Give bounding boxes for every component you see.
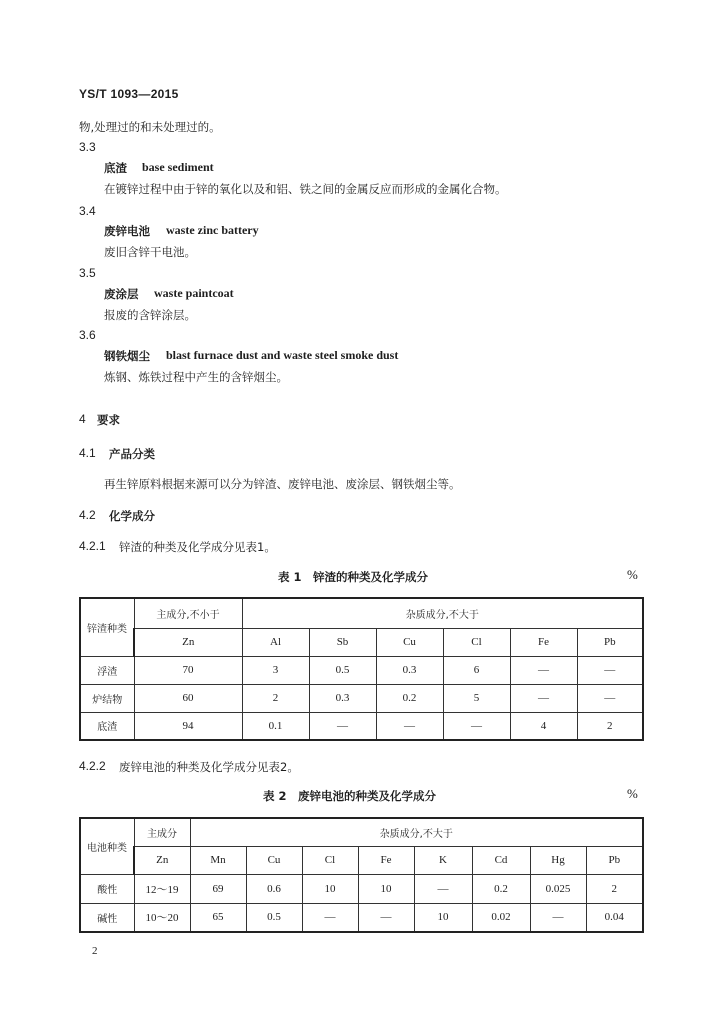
- table-cell: 4: [510, 712, 577, 740]
- table-cell: 70: [134, 656, 242, 684]
- table-cell: —: [443, 712, 510, 740]
- table-cell: —: [302, 903, 358, 932]
- column-header: Cl: [443, 628, 510, 656]
- table-cell: 0.025: [530, 874, 586, 903]
- column-header: Zn: [134, 628, 242, 656]
- table-cell: 10～20: [134, 903, 190, 932]
- table-cell: 5: [443, 684, 510, 712]
- column-header: Fe: [358, 846, 414, 874]
- intro-line: 物,处理过的和未处理过的。: [79, 120, 221, 134]
- unit-label: %: [627, 567, 638, 582]
- term-en: base sediment: [142, 160, 214, 174]
- section-number: 4.2: [79, 508, 96, 522]
- impurity-header: 杂质成分,不大于: [242, 598, 643, 628]
- term-en: waste paintcoat: [154, 286, 234, 300]
- term-definition: 炼钢、炼铁过程中产生的含锌烟尘。: [104, 370, 288, 384]
- table-cell: 2: [577, 712, 643, 740]
- term-en: blast furnace dust and waste steel smoke dust: [166, 348, 399, 362]
- table-cell: —: [309, 712, 376, 740]
- table-cell: 2: [242, 684, 309, 712]
- standard-code: YS/T 1093—2015: [79, 87, 179, 101]
- row-label: 酸性: [80, 874, 134, 903]
- column-header: Cd: [472, 846, 530, 874]
- term-number: 3.3: [79, 140, 96, 154]
- table-cell: 3: [242, 656, 309, 684]
- paragraph: 锌渣的种类及化学成分见表1。: [119, 540, 276, 554]
- table-cell: 0.6: [246, 874, 302, 903]
- term-zh: 底渣: [104, 161, 127, 175]
- table-cell: 0.2: [376, 684, 443, 712]
- table-cell: —: [530, 903, 586, 932]
- term-zh: 废锌电池: [104, 224, 150, 238]
- term-en: waste zinc battery: [166, 223, 259, 237]
- impurity-header: 杂质成分,不大于: [190, 818, 643, 846]
- table-cell: 10: [414, 903, 472, 932]
- table-row: [80, 712, 643, 740]
- clause-number: 4.2.1: [79, 539, 106, 553]
- paragraph: 废锌电池的种类及化学成分见表2。: [119, 760, 299, 774]
- table-cell: 10: [302, 874, 358, 903]
- unit-label: %: [627, 786, 638, 801]
- page-number: 2: [92, 945, 98, 957]
- table-cell: 0.2: [472, 874, 530, 903]
- main-component-header: 主成分: [134, 818, 190, 846]
- section-number: 4: [79, 412, 86, 426]
- table-cell: —: [358, 903, 414, 932]
- table-cell: —: [510, 684, 577, 712]
- column-header: Al: [242, 628, 309, 656]
- row-label: 底渣: [80, 712, 134, 740]
- table-cell: —: [414, 874, 472, 903]
- table-cell: 0.5: [246, 903, 302, 932]
- column-header: Hg: [530, 846, 586, 874]
- section-number: 4.1: [79, 446, 96, 460]
- term-definition: 在镀锌过程中由于锌的氧化以及和铝、铁之间的金属反应而形成的金属化合物。: [104, 182, 507, 196]
- table-caption: 表 1 锌渣的种类及化学成分: [278, 570, 429, 584]
- column-header: Cu: [246, 846, 302, 874]
- column-header: Zn: [134, 846, 190, 874]
- column-header: K: [414, 846, 472, 874]
- table-cell: 2: [586, 874, 643, 903]
- table-cell: 0.3: [309, 684, 376, 712]
- table-cell: 6: [443, 656, 510, 684]
- column-header: Pb: [577, 628, 643, 656]
- column-header: Cu: [376, 628, 443, 656]
- table-cell: 60: [134, 684, 242, 712]
- row-label: 碱性: [80, 903, 134, 932]
- table-cell: —: [376, 712, 443, 740]
- table-cell: 69: [190, 874, 246, 903]
- table-row: [80, 874, 643, 903]
- table-cell: 0.3: [376, 656, 443, 684]
- table-cell: —: [577, 656, 643, 684]
- column-header: Sb: [309, 628, 376, 656]
- paragraph: 再生锌原料根据来源可以分为锌渣、废锌电池、废涂层、钢铁烟尘等。: [104, 477, 461, 491]
- row-label: 浮渣: [80, 656, 134, 684]
- column-header: Pb: [586, 846, 643, 874]
- table-cell: 0.04: [586, 903, 643, 932]
- row-header-cell: 电池种类: [80, 818, 134, 874]
- table-cell: 0.1: [242, 712, 309, 740]
- composition-table-1: [79, 597, 644, 741]
- table-cell: —: [510, 656, 577, 684]
- term-definition: 报废的含锌涂层。: [104, 308, 196, 322]
- section-title: 要求: [97, 413, 120, 427]
- table-cell: 10: [358, 874, 414, 903]
- term-zh: 钢铁烟尘: [104, 349, 150, 363]
- row-label: 炉结物: [80, 684, 134, 712]
- column-header: Fe: [510, 628, 577, 656]
- row-header-cell: 锌渣种类: [80, 598, 134, 656]
- table-row: [80, 684, 643, 712]
- table-cell: —: [577, 684, 643, 712]
- table-cell: 65: [190, 903, 246, 932]
- clause-number: 4.2.2: [79, 759, 106, 773]
- table-row: [80, 656, 643, 684]
- term-definition: 废旧含锌干电池。: [104, 245, 196, 259]
- composition-table-2: [79, 817, 644, 933]
- column-header: Mn: [190, 846, 246, 874]
- table-cell: 12～19: [134, 874, 190, 903]
- main-component-header: 主成分,不小于: [134, 598, 242, 628]
- term-number: 3.5: [79, 266, 96, 280]
- table-cell: 0.5: [309, 656, 376, 684]
- section-title: 化学成分: [109, 509, 155, 523]
- table-cell: 94: [134, 712, 242, 740]
- table-cell: 0.02: [472, 903, 530, 932]
- section-title: 产品分类: [109, 447, 155, 461]
- table-row: [80, 903, 643, 932]
- column-header: Cl: [302, 846, 358, 874]
- term-zh: 废涂层: [104, 287, 139, 301]
- table-caption: 表 2 废锌电池的种类及化学成分: [263, 789, 437, 803]
- term-number: 3.4: [79, 204, 96, 218]
- term-number: 3.6: [79, 328, 96, 342]
